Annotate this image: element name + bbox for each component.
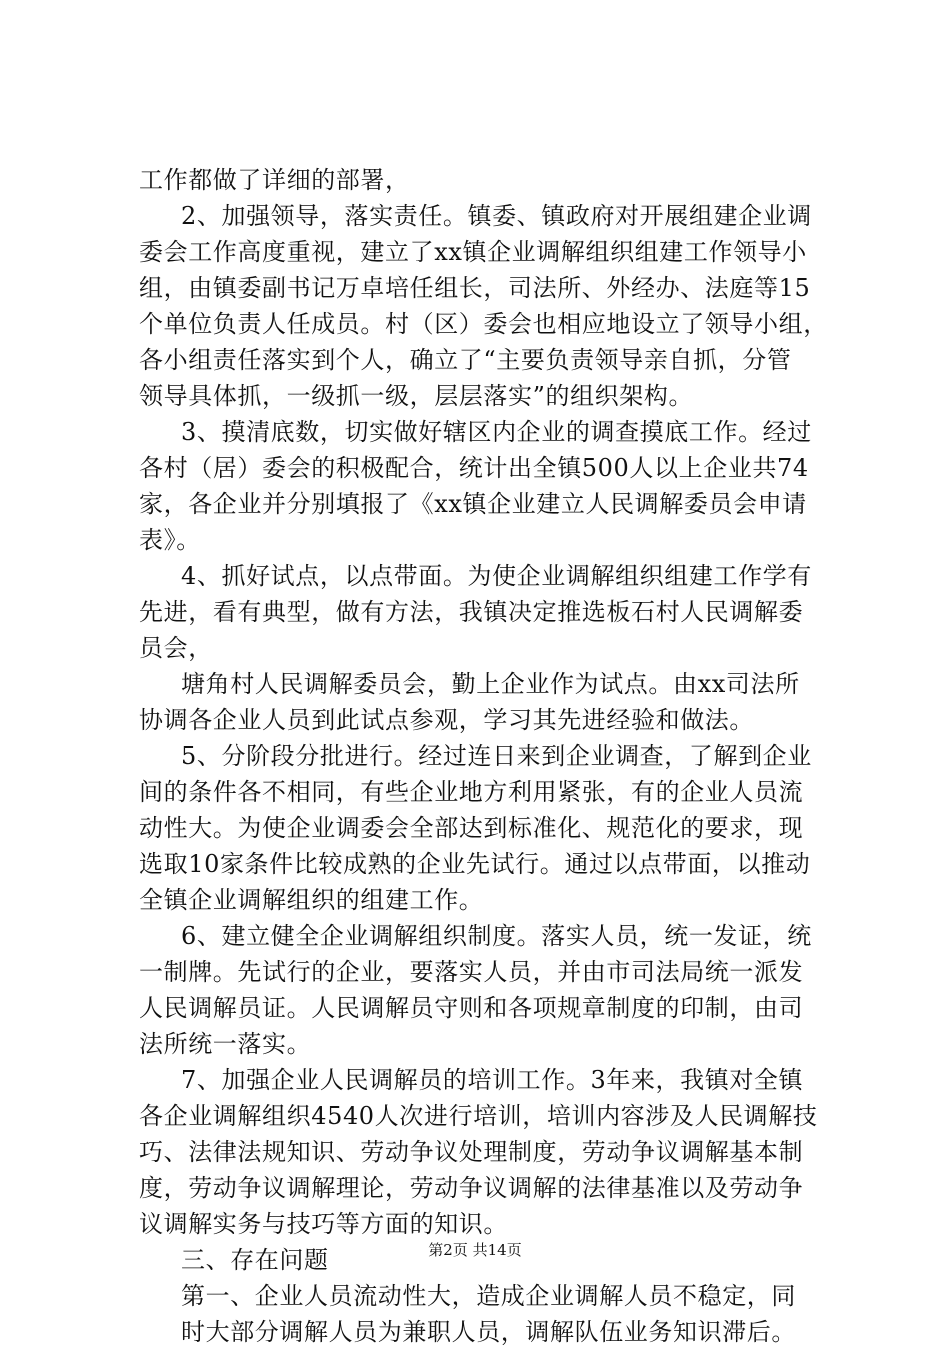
text-line: 5、分阶段分批进行。经过连日来到企业调查，了解到企业 (181, 742, 812, 770)
text-line: 第一、企业人员流动性大，造成企业调解人员不稳定，同 (181, 1282, 796, 1310)
text-line: 一制牌。先试行的企业，要落实人员，并由市司法局统一派发 (139, 958, 804, 986)
text-line: 度，劳动争议调解理论，劳动争议调解的法律基准以及劳动争 (139, 1174, 804, 1202)
text-line: 先进，看有典型，做有方法，我镇决定推选板石村人民调解委 (139, 598, 804, 626)
text-line: 员会， (139, 634, 213, 662)
text-line: 4、抓好试点，以点带面。为使企业调解组织组建工作学有 (181, 562, 812, 590)
text-line: 表》。 (139, 526, 201, 554)
text-line: 个单位负责人任成员。村（区）委会也相应地设立了领导小组， (139, 310, 828, 338)
text-line: 领导具体抓，一级抓一级，层层落实”的组织架构。 (139, 382, 694, 410)
text-line: 工作都做了详细的部署， (139, 166, 410, 194)
text-line: 6、建立健全企业调解组织制度。落实人员，统一发证，统 (181, 922, 812, 950)
text-line: 7、加强企业人民调解员的培训工作。3年来，我镇对全镇 (181, 1066, 804, 1094)
text-line: 间的条件各不相同，有些企业地方利用紧张，有的企业人员流 (139, 778, 804, 806)
text-line: 选取10家条件比较成熟的企业先试行。通过以点带面，以推动 (139, 850, 811, 878)
text-line: 三、存在问题 (181, 1246, 329, 1274)
document-body (139, 162, 839, 1350)
text-line: 人民调解员证。人民调解员守则和各项规章制度的印制，由司 (139, 994, 804, 1022)
text-line: 委会工作高度重视，建立了xx镇企业调解组织组建工作领导小 (139, 238, 807, 266)
text-line: 协调各企业人员到此试点参观，学习其先进经验和做法。 (139, 706, 754, 734)
text-line: 2、加强领导，落实责任。镇委、镇政府对开展组建企业调 (181, 202, 812, 230)
text-line: 塘角村人民调解委员会，勤上企业作为试点。由xx司法所 (181, 670, 800, 698)
text-line: 全镇企业调解组织的组建工作。 (139, 886, 484, 914)
text-line: 各小组责任落实到个人，确立了“主要负责领导亲自抓，分管 (139, 346, 792, 374)
text-line: 时大部分调解人员为兼职人员，调解队伍业务知识滞后。 (181, 1318, 796, 1346)
text-line: 巧、法律法规知识、劳动争议处理制度，劳动争议调解基本制 (139, 1138, 804, 1166)
text-line: 法所统一落实。 (139, 1030, 312, 1058)
text-line: 组，由镇委副书记万卓培任组长，司法所、外经办、法庭等15 (139, 274, 811, 302)
text-line: 各企业调解组织4540人次进行培训，培训内容涉及人民调解技 (139, 1102, 818, 1130)
text-line: 各村（居）委会的积极配合，统计出全镇500人以上企业共74 (139, 454, 809, 482)
page-footer: 第2页 共14页 (428, 1241, 522, 1259)
text-line: 家，各企业并分别填报了《xx镇企业建立人民调解委员会申请 (139, 490, 807, 518)
text-line: 动性大。为使企业调委会全部达到标准化、规范化的要求，现 (139, 814, 804, 842)
text-line: 议调解实务与技巧等方面的知识。 (139, 1210, 508, 1238)
text-line: 3、摸清底数，切实做好辖区内企业的调查摸底工作。经过 (181, 418, 812, 446)
